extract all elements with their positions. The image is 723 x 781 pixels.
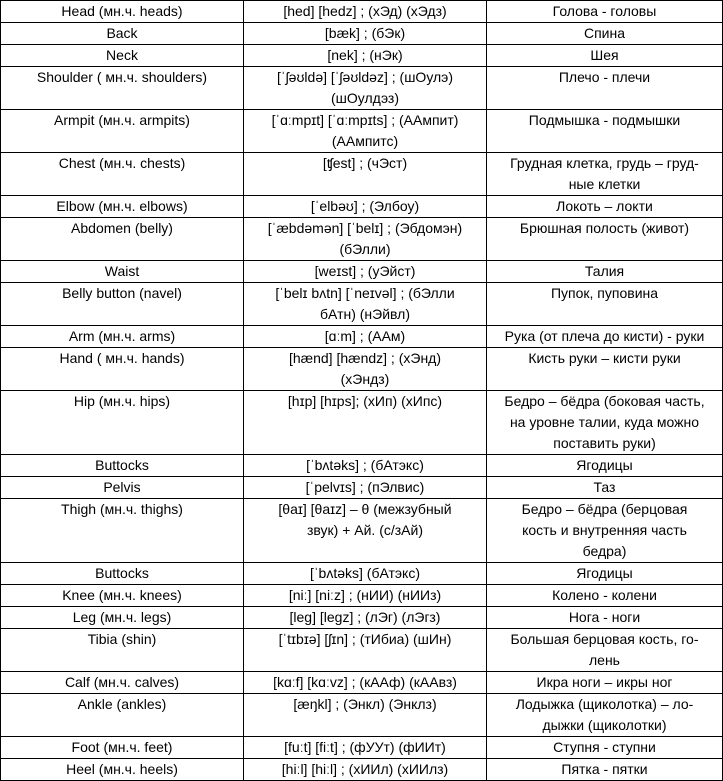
- table-row: [1, 110, 723, 153]
- transcription-cell: [kɑːf] [kɑːvz] ; (кААф) (кААвз): [244, 672, 487, 694]
- transcription-cell: [leg] [legz] ; (лЭг) (лЭгз): [244, 607, 487, 629]
- transcription-cell: [hænd] [hændz] ; (хЭнд) (хЭндз): [244, 348, 487, 391]
- english-term-cell: Leg (мн.ч. legs): [1, 607, 244, 629]
- table-row: [1, 67, 723, 110]
- russian-translation-cell: Ягодицы: [487, 455, 723, 477]
- transcription-cell: [fuːt] [fiːt] ; (фУУт) (фИИт): [244, 737, 487, 759]
- table-row: [1, 153, 723, 196]
- transcription-cell: [hed] [hedz] ; (хЭд) (хЭдз): [244, 1, 487, 23]
- english-term-cell: Hand ( мн.ч. hands): [1, 348, 244, 391]
- table-row: [1, 261, 723, 283]
- table-row: [1, 499, 723, 563]
- english-term-cell: Buttocks: [1, 455, 244, 477]
- english-term-cell: Heel (мн.ч. heels): [1, 759, 244, 781]
- russian-translation-cell: Грудная клетка, грудь – груд- ные клетки: [487, 153, 723, 196]
- table-row: [1, 391, 723, 455]
- table-row: [1, 585, 723, 607]
- table-row: [1, 759, 723, 781]
- english-term-cell: Chest (мн.ч. chests): [1, 153, 244, 196]
- russian-translation-cell: Кисть руки – кисти руки: [487, 348, 723, 391]
- english-term-cell: Buttocks: [1, 563, 244, 585]
- transcription-cell: [nek] ; (нЭк): [244, 45, 487, 67]
- russian-translation-cell: Пупок, пуповина: [487, 283, 723, 326]
- russian-translation-cell: Бедро – бёдра (берцовая кость и внутренняя часть бедра): [487, 499, 723, 563]
- russian-translation-cell: Большая берцовая кость, го- лень: [487, 629, 723, 672]
- english-term-cell: Belly button (navel): [1, 283, 244, 326]
- transcription-cell: [ˈtɪbɪə] [ʃɪn] ; (тИбиа) (шИн): [244, 629, 487, 672]
- transcription-cell: [niː] [niːz] ; (нИИ) (нИИз): [244, 585, 487, 607]
- table-row: [1, 455, 723, 477]
- transcription-cell: [ɑːm] ; (ААм): [244, 326, 487, 348]
- russian-translation-cell: Шея: [487, 45, 723, 67]
- english-term-cell: Neck: [1, 45, 244, 67]
- transcription-cell: [weɪst] ; (уЭйст): [244, 261, 487, 283]
- transcription-cell: [ˈbelɪ bʌtn] [ˈneɪvəl] ; (бЭлли бАтн) (нЭйвл): [244, 283, 487, 326]
- transcription-cell: [ˈɑːmpɪt] [ˈɑːmpɪts] ; (ААмпит) (ААмпитс): [244, 110, 487, 153]
- table-row: [1, 629, 723, 672]
- english-term-cell: Hip (мн.ч. hips): [1, 391, 244, 455]
- vocabulary-table-body: [1, 1, 723, 781]
- transcription-cell: [hɪp] [hɪps]; (хИп) (хИпс): [244, 391, 487, 455]
- table-row: [1, 23, 723, 45]
- russian-translation-cell: Подмышка - подмышки: [487, 110, 723, 153]
- transcription-cell: [ˈelbəʊ] ; (Элбоу): [244, 196, 487, 218]
- english-term-cell: Back: [1, 23, 244, 45]
- transcription-cell: [ˈæbdəmən] [ˈbelɪ] ; (Эбдомэн) (бЭлли): [244, 218, 487, 261]
- russian-translation-cell: Талия: [487, 261, 723, 283]
- russian-translation-cell: Локоть – локти: [487, 196, 723, 218]
- transcription-cell: [bæk] ; (бЭк): [244, 23, 487, 45]
- english-term-cell: Calf (мн.ч. calves): [1, 672, 244, 694]
- russian-translation-cell: Бедро – бёдра (боковая часть, на уровне талии, куда можно поставить руки): [487, 391, 723, 455]
- russian-translation-cell: Ягодицы: [487, 563, 723, 585]
- english-term-cell: Shoulder ( мн.ч. shoulders): [1, 67, 244, 110]
- russian-translation-cell: Рука (от плеча до кисти) - руки: [487, 326, 723, 348]
- english-term-cell: Arm (мн.ч. arms): [1, 326, 244, 348]
- table-row: [1, 672, 723, 694]
- english-term-cell: Knee (мн.ч. knees): [1, 585, 244, 607]
- table-row: [1, 1, 723, 23]
- table-row: [1, 45, 723, 67]
- transcription-cell: [ˈpelvɪs] ; (пЭлвис): [244, 477, 487, 499]
- russian-translation-cell: Пятка - пятки: [487, 759, 723, 781]
- english-term-cell: Abdomen (belly): [1, 218, 244, 261]
- english-term-cell: Ankle (ankles): [1, 694, 244, 737]
- transcription-cell: [ʧest] ; (чЭст): [244, 153, 487, 196]
- table-row: [1, 348, 723, 391]
- table-row: [1, 563, 723, 585]
- russian-translation-cell: Ступня - ступни: [487, 737, 723, 759]
- table-row: [1, 196, 723, 218]
- transcription-cell: [ˈʃəʊldə] [ˈʃəʊldəz] ; (шОулэ) (шОулдэз): [244, 67, 487, 110]
- transcription-cell: [æŋkl] ; (Энкл) (Энклз): [244, 694, 487, 737]
- transcription-cell: [hiːl] [hiːl] ; (хИИл) (хИИлз): [244, 759, 487, 781]
- english-term-cell: Elbow (мн.ч. elbows): [1, 196, 244, 218]
- english-term-cell: Foot (мн.ч. feet): [1, 737, 244, 759]
- english-term-cell: Pelvis: [1, 477, 244, 499]
- russian-translation-cell: Плечо - плечи: [487, 67, 723, 110]
- russian-translation-cell: Голова - головы: [487, 1, 723, 23]
- table-row: [1, 326, 723, 348]
- russian-translation-cell: Икра ноги – икры ног: [487, 672, 723, 694]
- table-row: [1, 694, 723, 737]
- transcription-cell: [ˈbʌtəks] (бАтэкс): [244, 563, 487, 585]
- russian-translation-cell: Спина: [487, 23, 723, 45]
- english-term-cell: Tibia (shin): [1, 629, 244, 672]
- english-term-cell: Head (мн.ч. heads): [1, 1, 244, 23]
- table-row: [1, 607, 723, 629]
- english-term-cell: Waist: [1, 261, 244, 283]
- russian-translation-cell: Брюшная полость (живот): [487, 218, 723, 261]
- russian-translation-cell: Таз: [487, 477, 723, 499]
- russian-translation-cell: Лодыжка (щиколотка) – ло- дыжки (щиколотки): [487, 694, 723, 737]
- table-row: [1, 737, 723, 759]
- english-term-cell: Armpit (мн.ч. armpits): [1, 110, 244, 153]
- table-row: [1, 477, 723, 499]
- russian-translation-cell: Нога - ноги: [487, 607, 723, 629]
- transcription-cell: [θaɪ] [θaɪz] – θ (межзубный звук) + Ай. (с/зАй): [244, 499, 487, 563]
- table-row: [1, 283, 723, 326]
- transcription-cell: [ˈbʌtəks] ; (бАтэкс): [244, 455, 487, 477]
- table-row: [1, 218, 723, 261]
- english-term-cell: Thigh (мн.ч. thighs): [1, 499, 244, 563]
- russian-translation-cell: Колено - колени: [487, 585, 723, 607]
